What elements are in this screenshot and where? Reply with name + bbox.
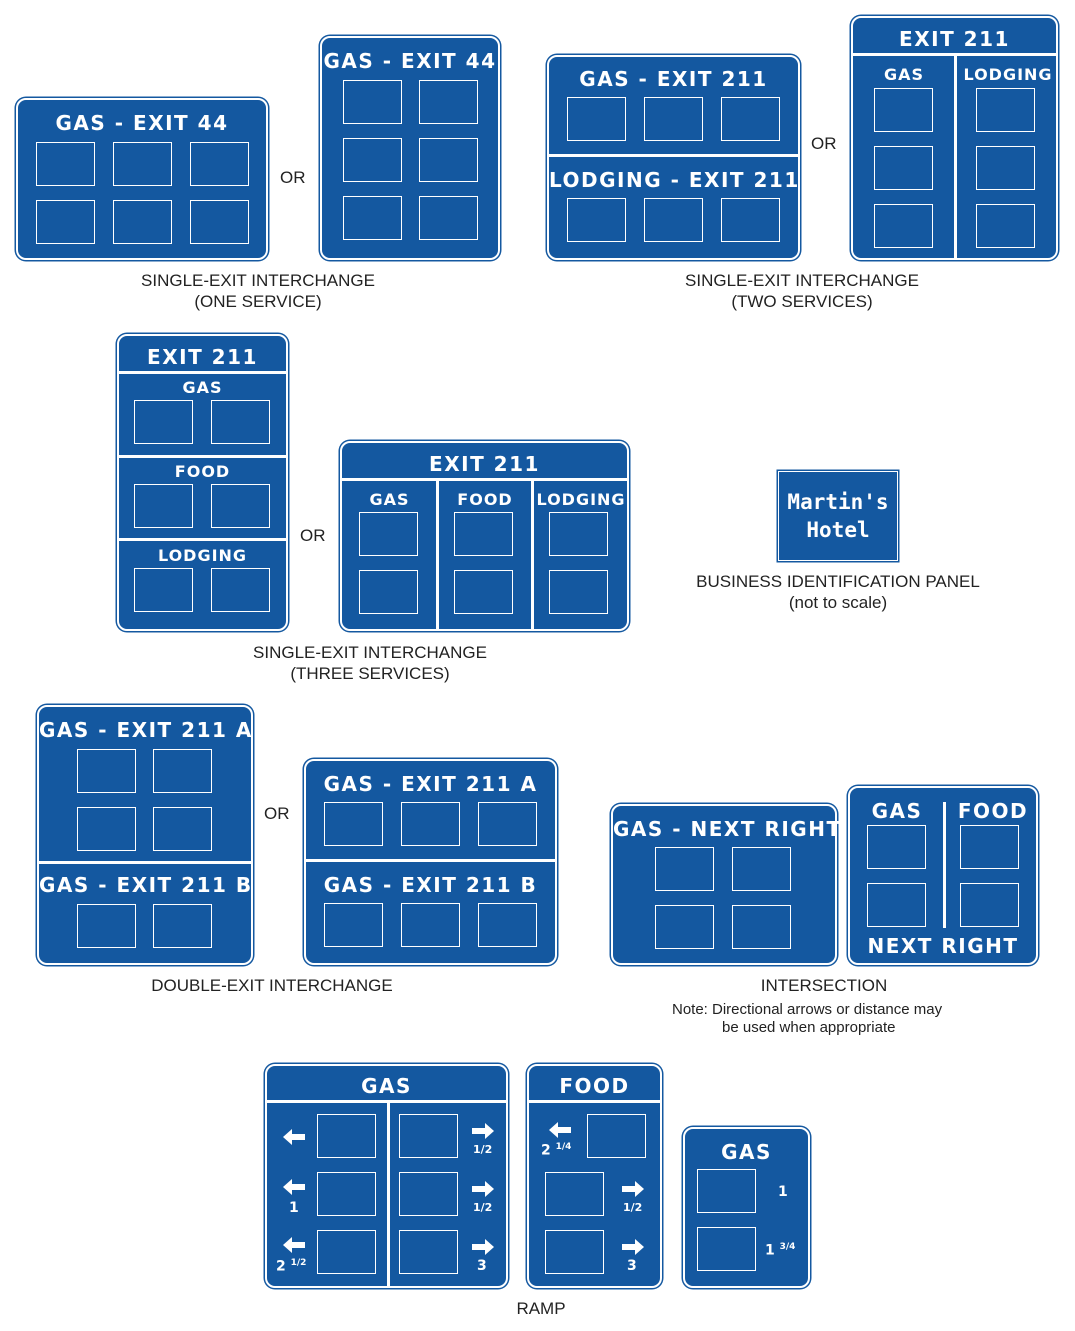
caption-business-panel [668, 571, 1008, 613]
logo-panel [721, 198, 780, 242]
or-separator: OR [280, 168, 306, 187]
distance-fraction: 1/4 [555, 1142, 572, 1152]
logo-panel [587, 1114, 646, 1158]
caption-line: (ONE SERVICE) [194, 292, 322, 311]
logo-panel [343, 138, 402, 182]
section-label: FOOD [174, 462, 231, 481]
logo-panel [211, 484, 270, 528]
distance-label [276, 1258, 306, 1275]
logo-panel [567, 198, 626, 242]
divider [529, 1100, 660, 1103]
logo-panel [343, 80, 402, 124]
section-label: LODGING [157, 546, 248, 565]
arrow-left-icon [549, 1122, 571, 1138]
sign-gas-exit-211-a-b-tall [37, 705, 253, 965]
logo-panel [134, 400, 193, 444]
or-separator: OR [811, 134, 837, 153]
distance-whole: 2 [276, 1258, 286, 1275]
sign-title: EXIT 211 [147, 345, 258, 369]
sign-gas-food-next-right [848, 786, 1038, 965]
logo-panel [545, 1230, 604, 1274]
sign-title: LODGING - EXIT 211 [549, 168, 800, 192]
ramp-sign-gas [265, 1064, 508, 1288]
logo-panel [655, 847, 714, 891]
logo-panel [36, 142, 95, 186]
logo-panel [545, 1172, 604, 1216]
business-name [779, 488, 897, 544]
distance-label: 3 [627, 1258, 637, 1274]
divider [119, 455, 286, 458]
caption-double-exit [122, 975, 422, 996]
sign-title: GAS - EXIT 211 B [323, 873, 538, 897]
logo-panel [721, 97, 780, 141]
arrow-right-icon [472, 1181, 494, 1197]
logo-panel [644, 97, 703, 141]
ramp-sign-food [527, 1064, 662, 1288]
sign-title: FOOD [559, 1074, 630, 1098]
business-name-line: Martin's [787, 490, 889, 514]
sign-exit-211-three-columns [340, 441, 629, 631]
logo-panel [211, 400, 270, 444]
caption-line: SINGLE-EXIT INTERCHANGE [141, 271, 375, 290]
divider [39, 861, 251, 864]
caption-one-service [108, 270, 408, 312]
logo-panel [454, 570, 513, 614]
caption-line: (TWO SERVICES) [731, 292, 873, 311]
column-label: FOOD [457, 490, 513, 509]
caption-ramp [391, 1298, 691, 1319]
caption-line: INTERSECTION [760, 976, 888, 995]
logo-panel [211, 568, 270, 612]
caption-line: BUSINESS IDENTIFICATION PANEL [696, 572, 980, 591]
logo-panel [190, 200, 249, 244]
arrow-right-icon [472, 1123, 494, 1139]
note-line: Note: Directional arrows or distance may [672, 1001, 943, 1018]
logo-panel [549, 570, 608, 614]
logo-panel [317, 1230, 376, 1274]
or-separator: OR [300, 526, 326, 545]
sign-title: GAS - EXIT 44 [323, 49, 497, 73]
logo-panel [454, 512, 513, 556]
sign-title: GAS - EXIT 211 A [39, 718, 253, 742]
sign-bottom-legend: NEXT RIGHT [867, 934, 1019, 958]
divider [549, 154, 798, 157]
sign-title: GAS - NEXT RIGHT [613, 817, 842, 841]
distance-label: 1 [778, 1184, 788, 1200]
logo-panel [874, 88, 933, 132]
logo-panel [549, 512, 608, 556]
logo-panel [478, 802, 537, 846]
logo-panel [113, 200, 172, 244]
logo-panel [317, 1114, 376, 1158]
logo-panel [317, 1172, 376, 1216]
distance-whole: 1 [765, 1242, 775, 1259]
logo-panel [399, 1114, 458, 1158]
sign-title: GAS [721, 1140, 772, 1164]
logo-panel [359, 570, 418, 614]
sign-exit-211-stacked [117, 334, 288, 631]
logo-panel [324, 903, 383, 947]
logo-panel [960, 883, 1019, 927]
divider [306, 859, 555, 862]
sign-title: EXIT 211 [899, 27, 1010, 51]
arrow-right-icon [472, 1239, 494, 1255]
logo-panel [153, 807, 212, 851]
logo-panel [419, 196, 478, 240]
divider [119, 371, 286, 374]
logo-panel [732, 905, 791, 949]
logo-panel [697, 1169, 756, 1213]
distance-label: 1/2 [473, 1201, 493, 1214]
logo-panel [190, 142, 249, 186]
logo-panel [401, 802, 460, 846]
sign-gas-exit-211-a-b-wide [304, 759, 557, 965]
sign-title: GAS [361, 1074, 412, 1098]
sign-gas-next-right [611, 804, 842, 965]
logo-panel [960, 825, 1019, 869]
ramp-sign-gas-small [683, 1127, 810, 1288]
sign-title: GAS - EXIT 211 B [39, 873, 253, 897]
sign-title: EXIT 211 [429, 452, 540, 476]
logo-panel [478, 903, 537, 947]
arrow-left-icon [283, 1237, 305, 1253]
logo-panel [732, 847, 791, 891]
logo-panel [867, 883, 926, 927]
caption-line: SINGLE-EXIT INTERCHANGE [685, 271, 919, 290]
note-line: be used when appropriate [722, 1019, 896, 1036]
logo-panel [77, 749, 136, 793]
distance-label [541, 1142, 571, 1159]
logo-panel [134, 568, 193, 612]
caption-line: (THREE SERVICES) [290, 664, 450, 683]
sign-gas-exit-44-tall [320, 36, 500, 260]
logo-panel [419, 138, 478, 182]
logo-panel [697, 1227, 756, 1271]
logo-panel [874, 146, 933, 190]
column-label: FOOD [957, 799, 1029, 823]
logo-panel [153, 904, 212, 948]
caption-two-services [652, 270, 952, 312]
distance-whole: 2 [541, 1142, 551, 1159]
divider [119, 538, 286, 541]
sign-title: GAS - EXIT 211 A [323, 772, 538, 796]
business-identification-panel [778, 471, 898, 561]
or-separator: OR [264, 804, 290, 823]
sign-gas-lodging-exit-211 [547, 55, 800, 260]
logo-panel [153, 749, 212, 793]
sign-exit-211-gas-lodging [851, 16, 1058, 260]
column-label: LODGING [963, 65, 1053, 84]
logo-panel [399, 1172, 458, 1216]
logo-panel [874, 204, 933, 248]
distance-label: 1 [289, 1200, 299, 1216]
logo-panel [359, 512, 418, 556]
logo-panel [77, 807, 136, 851]
caption-three-services [220, 642, 520, 684]
arrow-right-icon [622, 1239, 644, 1255]
business-name-line: Hotel [806, 518, 870, 542]
column-label: GAS [369, 490, 410, 509]
column-label: GAS [871, 799, 923, 823]
caption-line: (not to scale) [788, 593, 888, 612]
logo-panel [324, 802, 383, 846]
section-label: GAS [182, 378, 223, 397]
logo-panel [419, 80, 478, 124]
logo-panel [77, 904, 136, 948]
logo-panel [867, 825, 926, 869]
distance-label: 3 [477, 1258, 487, 1274]
logo-panel [644, 198, 703, 242]
distance-fraction: 1/2 [290, 1258, 307, 1268]
intersection-note [672, 1001, 942, 1037]
arrow-left-icon [283, 1179, 305, 1195]
divider [943, 802, 946, 928]
logo-panel [113, 142, 172, 186]
logo-panel [655, 905, 714, 949]
distance-fraction: 3/4 [779, 1242, 796, 1252]
logo-panel [399, 1230, 458, 1274]
divider [954, 54, 957, 258]
logo-panel [976, 88, 1035, 132]
logo-panel [36, 200, 95, 244]
sign-title: GAS - EXIT 211 [579, 67, 768, 91]
arrow-left-icon [283, 1129, 305, 1145]
distance-label [765, 1242, 795, 1259]
column-label: GAS [883, 65, 925, 84]
distance-label: 1/2 [473, 1143, 493, 1156]
sign-gas-exit-44-wide [16, 98, 268, 260]
logo-panel [976, 204, 1035, 248]
logo-panel [134, 484, 193, 528]
logo-panel [401, 903, 460, 947]
logo-panel [343, 196, 402, 240]
caption-line: RAMP [516, 1299, 566, 1318]
caption-intersection [674, 975, 974, 996]
distance-label: 1/2 [623, 1201, 643, 1214]
logo-panel [567, 97, 626, 141]
arrow-right-icon [622, 1181, 644, 1197]
caption-line: DOUBLE-EXIT INTERCHANGE [151, 976, 393, 995]
divider [387, 1101, 390, 1286]
divider [342, 478, 627, 481]
column-label: LODGING [536, 490, 626, 509]
caption-line: SINGLE-EXIT INTERCHANGE [253, 643, 487, 662]
sign-title: GAS - EXIT 44 [55, 111, 229, 135]
logo-panel [976, 146, 1035, 190]
